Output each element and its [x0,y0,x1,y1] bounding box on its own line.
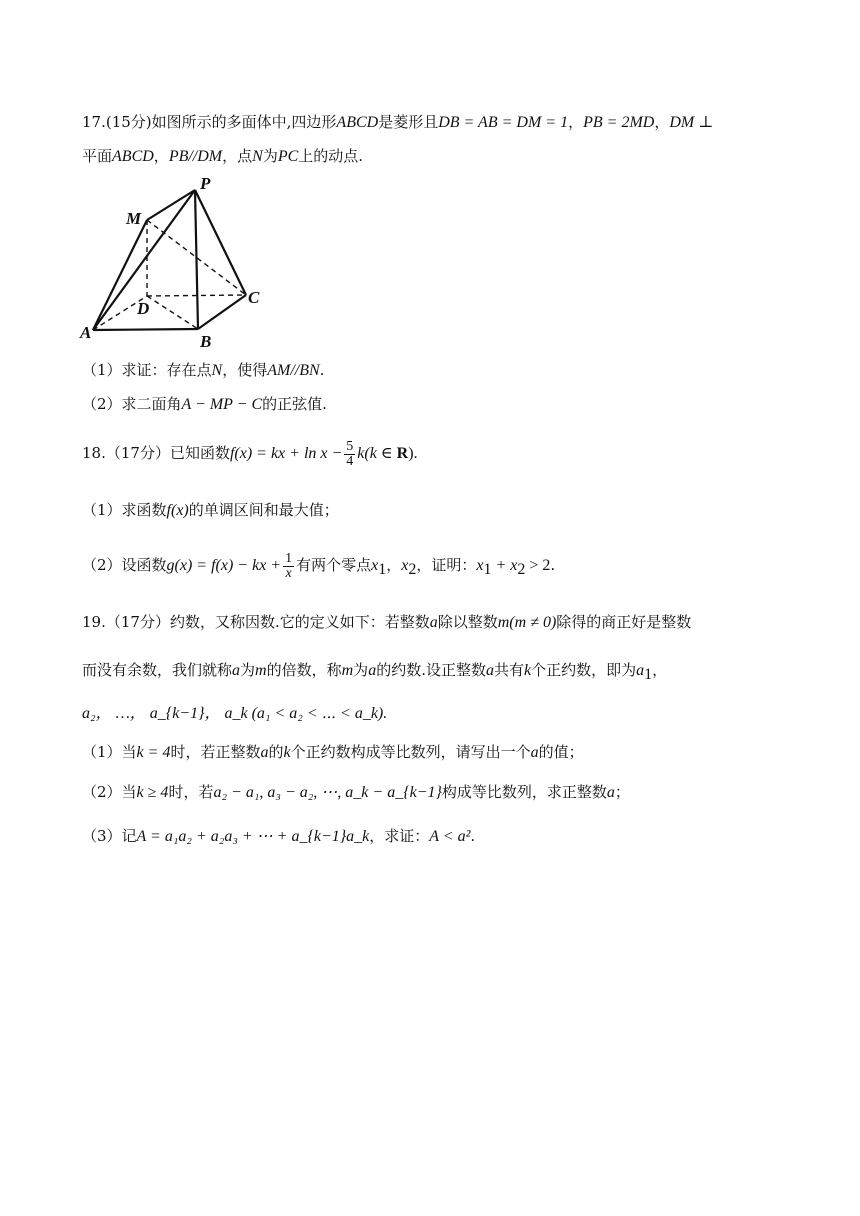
edge-bc [198,295,246,329]
q19-sub-2: （2）当k ≥ 4时，若a₂ − a₁, a₃ − a₂, ⋯, a_k − a_{k−1}构成等比数列，求正整数a； [82,783,630,801]
q19-sub-3: （3）记A = a₁a₂ + a₂a₃ + ⋯ + a_{k−1}a_k，求证：A < a². [82,827,476,845]
q18-sub-1: （1）求函数f(x)的单调区间和最大值； [82,501,339,519]
label-c: C [248,288,260,307]
label-m: M [126,209,142,228]
fraction-5-4: $\frac{5}{4}$ [346,438,354,469]
q17-sub-2: （2）求二面角A − MP − C的正弦值. [82,395,327,413]
label-a: A [80,323,92,342]
edge-pc [195,190,246,295]
label-p: P [200,174,211,193]
edge-ab [93,329,198,330]
q19-line-1: 19.（17分）约数，又称因数.它的定义如下：若整数a除以整数m(m ≠ 0)除得的商正好是整数 [82,613,692,631]
q17-line-1: 17.(15分)如图所示的多面体中,四边形ABCD是菱形且DB = AB = DM = 1，PB = 2MD，DM ⊥ [82,113,714,131]
q19-line-2: 而没有余数，我们就称a为m的倍数，称m为a的约数.设正整数a共有k个正约数，即为$a_1$， [82,661,668,683]
edge-pb [195,190,198,329]
q17-line-2: 平面ABCD，PB//DM，点N为PC上的动点. [82,147,364,165]
edge-dc [147,295,246,296]
edge-mp [147,190,195,220]
q19-line-3: a₂， …， a_{k−1}， a_k (a₁ < a₂ < ⋯ < a_k). [82,705,388,722]
edge-db [147,296,198,329]
label-b: B [200,332,212,351]
q18-sub-2: （2）设函数g(x) = f(x) − kx + $\frac{1}{x}$ 有两个零点$x_1$，$x_2$，证明：$x_1 + x_2 > 2$. [82,550,556,581]
polyhedron-figure [70,172,270,352]
q19-sub-1: （1）当k = 4时，若正整数a的k个正约数构成等比数列，请写出一个a的值； [82,743,584,761]
label-d: D [137,299,150,318]
q18-line-1: 18.（17分）已知函数f(x) = kx + ln x − $\frac{5}{4}$ k(k ∈ R). [82,438,418,469]
fraction-1-x: $\frac{1}{x}$ [285,550,293,581]
q17-sub-1: （1）求证：存在点N，使得AM//BN. [82,361,325,379]
